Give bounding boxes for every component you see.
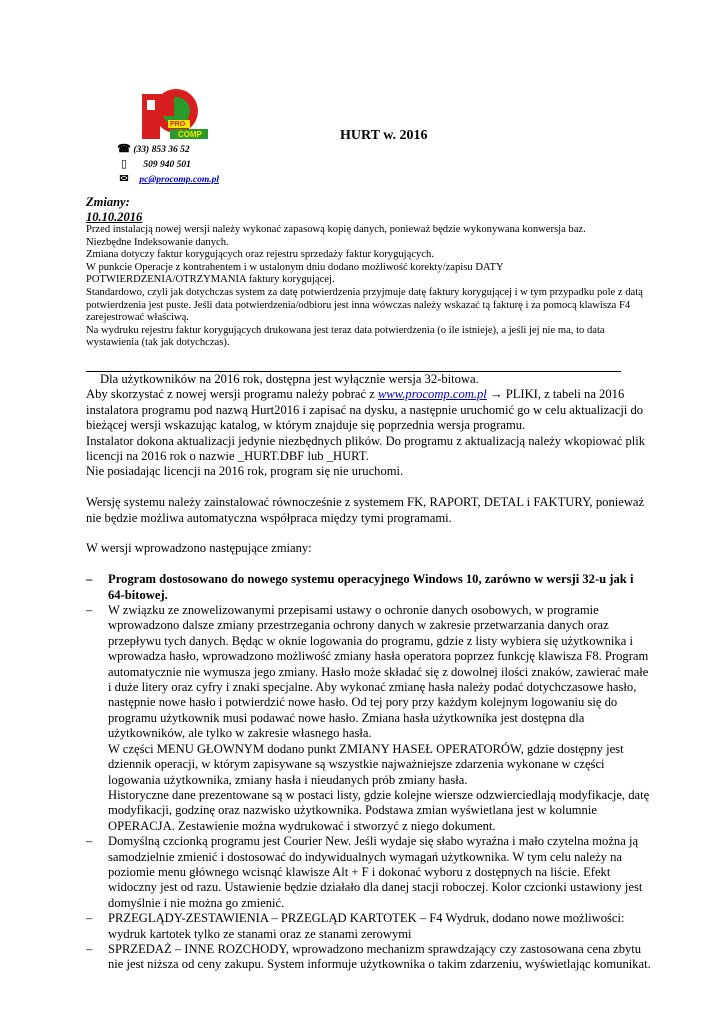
- bullet-text: SPRZEDAŻ – INNE ROZCHODY, wprowadzono mechanizm sprawdzający czy zastosowana cena zbytu nie jest niższa od ceny zakupu. System informuje użytkownika o takim zdarzeniu, wyświetlając komunikat.: [108, 941, 651, 972]
- bullet-dash: –: [86, 911, 93, 926]
- bullet-dash: –: [86, 603, 93, 618]
- phone-number: (33) 853 36 52: [133, 145, 190, 155]
- release-note: W punkcie Operacje z kontrahentem i w ustalonym dniu dodano możliwość korekty/zapisu DATY POTWIERDZENIA/OTRZYMANIA faktury korygującej.: [86, 261, 504, 286]
- mobile-phone-icon: ▯: [120, 158, 128, 170]
- bullet-item: [86, 911, 651, 942]
- bullet-dash: –: [86, 834, 93, 849]
- release-note: Standardowo, czyli jak dotychczas system za datę potwierdzenia przyjmuje datę faktury korygującej i w tym przypadku pole z datą potwierdzenia jest puste. Jeśli data potwierdzenia/odbioru jest inna wówczas należy wskazać tą fakturę i za pomocą klawisza F4 zarejestrować właściwą.: [86, 286, 643, 324]
- bullet-dash: –: [86, 941, 93, 956]
- procomp-logo: [140, 84, 210, 146]
- telephone-icon: ☎: [117, 143, 131, 155]
- compatibility-paragraph: Wersję systemu należy zainstalować równocześnie z systemem FK, RAPORT, DETAL i FAKTURY, ponieważ nie będzie możliwa automatyczna współpraca między tymi programami.: [86, 495, 645, 525]
- logo-text-top: PRO: [170, 121, 186, 128]
- website-link[interactable]: www.procomp.com.pl: [378, 387, 487, 402]
- envelope-icon: ✉: [119, 173, 129, 185]
- bullet-item: [86, 572, 651, 603]
- phone-line: [117, 142, 190, 155]
- release-note: Niezbędne Indeksowanie danych.: [86, 236, 229, 248]
- mobile-number: 509 940 501: [143, 160, 191, 170]
- bullet-text: Domyślną czcionką programu jest Courier New. Jeśli wydaje się słabo wyraźna i mało czytelna można ją samodzielnie zmienić i dostosować do indywidualnych wymagań użytkownika. W tym celu należy na poziomie menu głównego wcisnąć klawisze Alt + F i dokonać wyboru z dostępnych na liście. Efekt widoczny jest od razu. Ustawienie będzie działało dla danej stacji roboczej. Kolor czcionki ustawiony jest domyślnie i nie można go zmienić.: [108, 834, 643, 910]
- release-date: 10.10.2016: [86, 210, 143, 224]
- release-note: Przed instalacją nowej wersji należy wykonać zapasową kopię danych, ponieważ będzie wykonywana konwersja baz.: [86, 224, 586, 235]
- mobile-line: [117, 157, 191, 170]
- release-notes: [86, 224, 646, 350]
- logo-text-bottom: COMP: [178, 130, 202, 139]
- intro-paragraph: Dla użytkowników na 2016 rok, dostępna jest wyłącznie wersja 32-bitowa.: [100, 372, 479, 386]
- bullet-text: PRZEGLĄDY-ZESTAWIENIA – PRZEGLĄD KARTOTEK – F4 Wydruk, dodano nowe możliwości: wydruk kartotek tylko ze stanami oraz ze stanami zerowymi: [108, 911, 625, 941]
- bullet-item: [86, 834, 651, 911]
- installer-paragraph: Instalator dokona aktualizacji jedynie niezbędnych plików. Do programu z aktualizacją należy wkopiować plik licencji na 2016 rok o nazwie _HURT.DBF lub _HURT.: [86, 433, 646, 464]
- bullet-item: [86, 603, 651, 834]
- release-note: Zmiana dotyczy faktur korygujących oraz rejestru sprzedaży faktur korygujących.: [86, 249, 434, 261]
- bullet-text: Historyczne dane prezentowane są w postaci listy, gdzie kolejne wiersze odzwierciedlają modyfikacje, datę modyfikacji, godzinę oraz nazwisko użytkownika. Podstawa zmian wyświetlana jest w kolumnie OPERACJA. Zestawienie można wydrukować i stworzyć z niego dokument.: [108, 787, 650, 833]
- changes-heading: Zmiany:: [86, 195, 130, 209]
- release-note: Na wydruku rejestru faktur korygujących drukowana jest teraz data potwierdzenia (o ile istnieje), a jeśli jej nie ma, to data wystawienia (tak jak dotychczas).: [86, 324, 605, 349]
- download-text-after: → PLIKI, z tabeli na 2016 instalatora programu pod nazwą Hurt2016 i zapisać na dysku, a następnie uruchomić go w celu aktualizacji do bieżącej wersji wskazując katalog, w którym znajduje się poprzednia wersja programu.: [86, 387, 644, 433]
- download-text-before: Aby skorzystać z nowej wersji programu należy pobrać z: [86, 387, 378, 402]
- page-title: HURT w. 2016: [340, 128, 428, 143]
- email-link[interactable]: pc@procomp.com.pl: [139, 175, 220, 185]
- download-paragraph: [86, 387, 651, 433]
- bullet-text: W części MENU GŁOWNYM dodano punkt ZMIANY HASEŁ OPERATORÓW, gdzie dostępny jest dziennik operacji, w którym zapisywane są wszystkie najważniejsze zdarzenia wykonane w części logowania użytkownika, zmiany hasła i nieudanych prób zmiany hasła.: [108, 741, 624, 787]
- main-content: [86, 372, 651, 973]
- bullet-dash: –: [86, 572, 93, 587]
- bullet-text: W związku ze znowelizowanymi przepisami ustawy o ochronie danych osobowych, w programie wprowadzono dalsze zmiany przestrzegania ochrony danych w zakresie przetwarzania danych oraz przepływu tych danych. Będąc w oknie logowania do programu, gdzie z listy wybiera się użytkownika i wprowadza hasło, wprowadzono możliwość zmiany hasła operatora poprzez funkcję klawisza F8. Program automatycznie nie wymusza jego zmiany. Hasło może składać się z dowolnej ilości znaków, zawierać małe i duże litery oraz cyfry i znaki specjalne. Aby wykonać zmianę hasła należy podać dotychczasowe hasło, następnie nowe hasło i potwierdzić nowe hasło. Od tej pory przy każdym kolejnym logowaniu się do programu użytkownik musi podawać nowe hasło. Zmiana hasła użytkownika jest dostępna dla użytkowników, ale tylko w zakresie własnego hasła.: [108, 603, 649, 741]
- bullet-item: [86, 942, 651, 973]
- bullet-text: Program dostosowano do nowego systemu operacyjnego Windows 10, zarówno w wersji 32-u jak i 64-bitowej.: [108, 572, 634, 602]
- email-line: [117, 172, 219, 185]
- changes-intro-paragraph: W wersji wprowadzono następujące zmiany:: [86, 541, 312, 556]
- license-paragraph: Nie posiadając licencji na 2016 rok, program się nie uruchomi.: [86, 464, 404, 479]
